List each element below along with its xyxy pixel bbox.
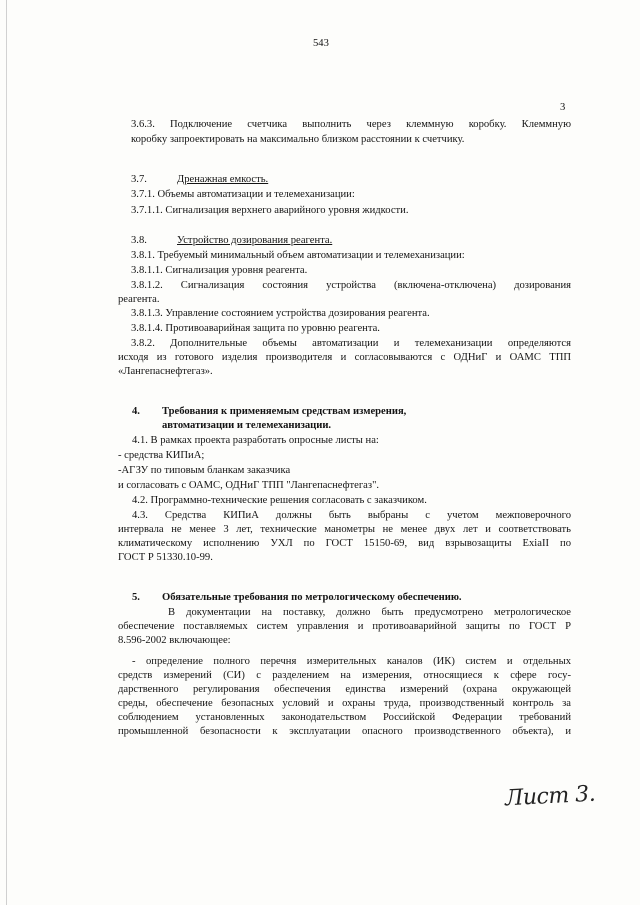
s5-p1c: 8.596-2002 включающее: [118, 635, 231, 646]
s38-line1: 3.8.1. Требуемый минимальный объем автоматизации и телемеханизации: [131, 250, 465, 261]
s4-line6b: интервала не менее 3 лет, технические манометры не менее двух лет и соответствовать [118, 524, 571, 535]
s38-line6: 3.8.2. Дополнительные объемы автоматизации и телемеханизации определяются [131, 338, 571, 349]
s38-title: Устройство дозирования реагента. [177, 235, 333, 246]
s5-title: Обязательные требования по метрологическому обеспечению. [162, 592, 462, 603]
s4-line5: 4.2. Программно-технические решения согласовать с заказчиком. [132, 495, 427, 506]
s4-number: 4. [132, 406, 140, 417]
page-number: 543 [313, 38, 329, 49]
handwritten-sheet-signature: Лист 3. [504, 781, 596, 812]
s38-line5: 3.8.1.4. Противоаварийная защита по уровню реагента. [131, 323, 380, 334]
s4-line6d: ГОСТ Р 51330.10-99. [118, 552, 213, 563]
s38-line6b: исходя из готового изделия производителя и согласовываются с ОДНиГ и ОАМС ТПП [118, 352, 571, 363]
sheet-number: 3 [560, 102, 566, 113]
s4-line1: 4.1. В рамках проекта разработать опросные листы на: [132, 435, 379, 446]
page-edge [6, 0, 7, 905]
s363-line2: коробку запроектировать на максимально близком расстоянии к счетчику. [131, 134, 465, 145]
s37-title: Дренажная емкость. [177, 174, 269, 185]
s38-line2: 3.8.1.1. Сигнализация уровня реагента. [131, 265, 308, 276]
s5-p2a: - определение полного перечня измерительных каналов (ИК) систем и отдельных [132, 656, 571, 667]
s5-p2b: средств измерений (СИ) с разделением на измерения, относящиеся к сфере госу- [118, 670, 571, 681]
s4-line4: и согласовать с ОАМС, ОДНиГ ТПП "Лангепаснефтегаз". [118, 480, 380, 491]
s4-line3: -АГЗУ по типовым бланкам заказчика [118, 465, 291, 476]
s4-title2: автоматизации и телемеханизации. [162, 420, 332, 431]
s4-line6c: климатическому исполнению УХЛ по ГОСТ 15150-69, вид взрывозащиты ExiaII по [118, 538, 571, 549]
s37-line2: 3.7.1.1. Сигнализация верхнего аварийного уровня жидкости. [131, 205, 409, 216]
s38-line3: 3.8.1.2. Сигнализация состояния устройства (включена-отключена) дозирования [131, 280, 571, 291]
s5-p2f: промышленной безопасности к эксплуатации опасного производственного объекта), и [118, 726, 571, 737]
s4-title1: Требования к применяемым средствам измерения, [162, 406, 407, 417]
s37-line1: 3.7.1. Объемы автоматизации и телемеханизации: [131, 189, 355, 200]
s5-number: 5. [132, 592, 140, 603]
s5-p1a: В документации на поставку, должно быть предусмотрено метрологическое [168, 607, 571, 618]
s5-p1b: обеспечение поставляемых систем управления и противоаварийной защиты по ГОСТ Р [118, 621, 571, 632]
s38-number: 3.8. [131, 235, 147, 246]
s5-p2e: соблюдением установленных законодательством Российской Федерации требований [118, 712, 571, 723]
s38-line6c: «Лангепаснефтегаз». [118, 366, 213, 377]
s5-p2d: среды, обеспечение безопасных условий и охраны труда, производственный контроль за [118, 698, 571, 709]
s38-line3b: реагента. [118, 294, 160, 305]
s5-p2c: дарственного регулирования обеспечения единства измерений (охрана окружающей [118, 684, 571, 695]
s37-number: 3.7. [131, 174, 147, 185]
s363-line1: 3.6.3. Подключение счетчика выполнить через клеммную коробку. Клеммную [131, 119, 571, 130]
s38-line4: 3.8.1.3. Управление состоянием устройства дозирования реагента. [131, 308, 430, 319]
s4-line6: 4.3. Средства КИПиА должны быть выбраны с учетом межповерочного [132, 510, 571, 521]
s4-line2: - средства КИПиА; [118, 450, 205, 461]
